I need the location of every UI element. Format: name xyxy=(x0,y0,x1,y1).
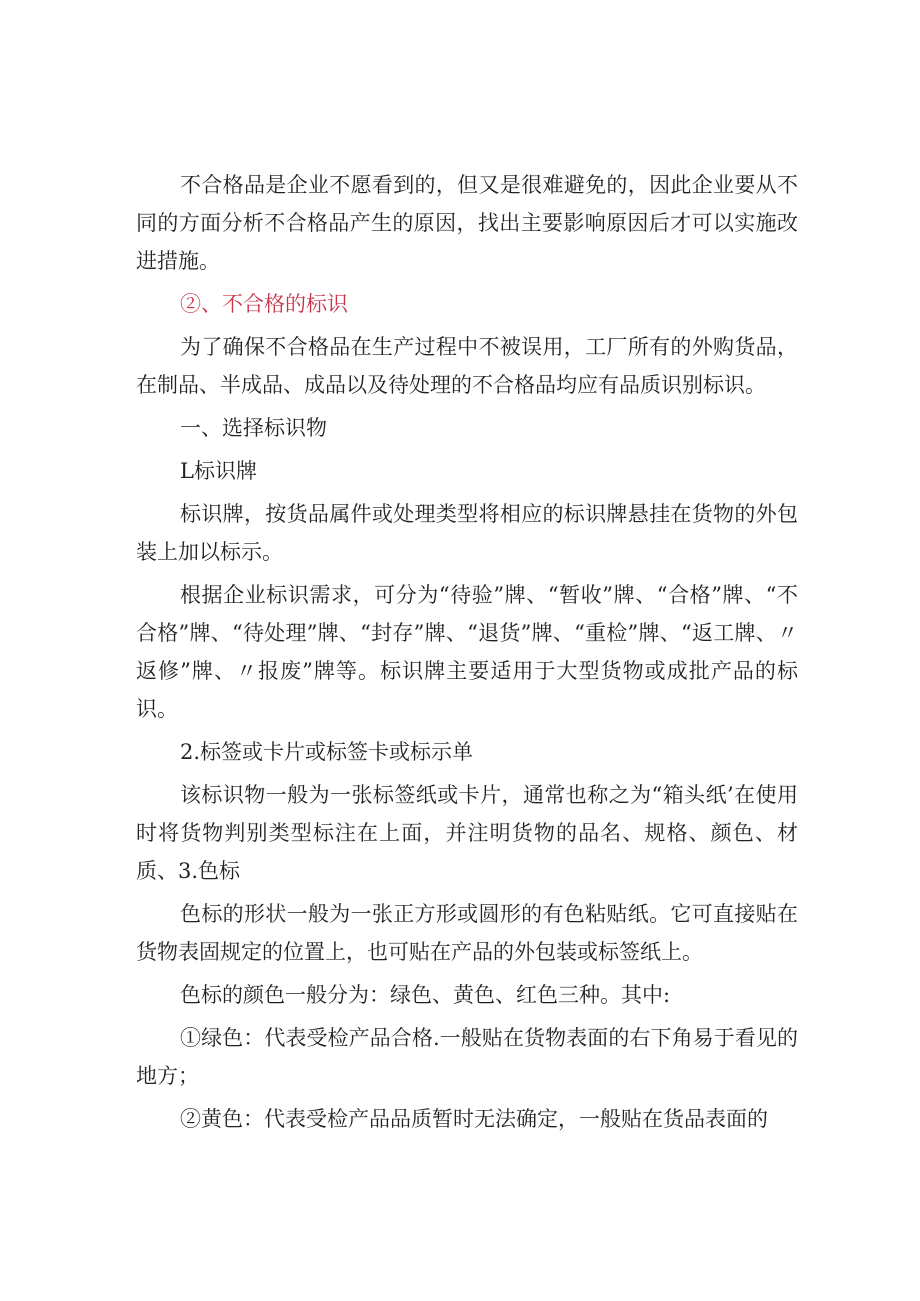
subheading-select-marker: 一、选择标识物 xyxy=(180,416,327,440)
paragraph-green-label: ①绿色：代表受检产品合格.一般贴在货物表面的右下角易于看见的地方； xyxy=(136,1026,798,1088)
paragraph-yellow-label: ②黄色：代表受检产品品质暂时无法确定，一般贴在货品表面的 xyxy=(180,1107,768,1131)
subheading-label-card: 2.标签或卡片或标签卡或标示单 xyxy=(180,740,474,764)
paragraph-label-card: 该标识物一般为一张标签纸或卡片，通常也称之为“箱头纸’在使用时将货物判别类型标注在上面，并注明货物的品名、规格、颜色、材质、3.色标 xyxy=(136,783,798,883)
paragraph-color-label-shape: 色标的形状一般为一张正方形或圆形的有色粘贴纸。它可直接贴在货物表固规定的位置上，也可贴在产品的外包装或标签纸上。 xyxy=(136,902,798,964)
section-heading-nonconforming-marking: ②、不合格的标识 xyxy=(180,292,348,316)
paragraph-color-label-colors: 色标的颜色一般分为：绿色、黄色、红色三种。其中: xyxy=(180,983,671,1007)
paragraph-intro: 不合格品是企业不愿看到的，但又是很难避免的，因此企业要从不同的方面分析不合格品产生的原因，找出主要影响原因后才可以实施改进措施。 xyxy=(136,173,798,273)
document-body xyxy=(136,166,798,1143)
paragraph-marking-purpose: 为了确保不合格品在生产过程中不被误用，工厂所有的外购货品，在制品、半成品、成品以及待处理的不合格品均应有品质识别标识。 xyxy=(136,335,798,397)
paragraph-tag-board-types: 根据企业标识需求，可分为“待验”牌、“暂收”牌、“合格”牌、“不合格”牌、“待处理”牌、“封存”牌、“退货”牌、“重检”牌、“返工牌、〃返修”牌、〃报废”牌等。标识牌主要适用于大型货物或成批产品的标识。 xyxy=(136,583,798,721)
subheading-tag-board: L标识牌 xyxy=(180,459,257,483)
paragraph-tag-board: 标识牌，按货品属件或处理类型将相应的标识牌悬挂在货物的外包装上加以标示。 xyxy=(136,502,798,564)
